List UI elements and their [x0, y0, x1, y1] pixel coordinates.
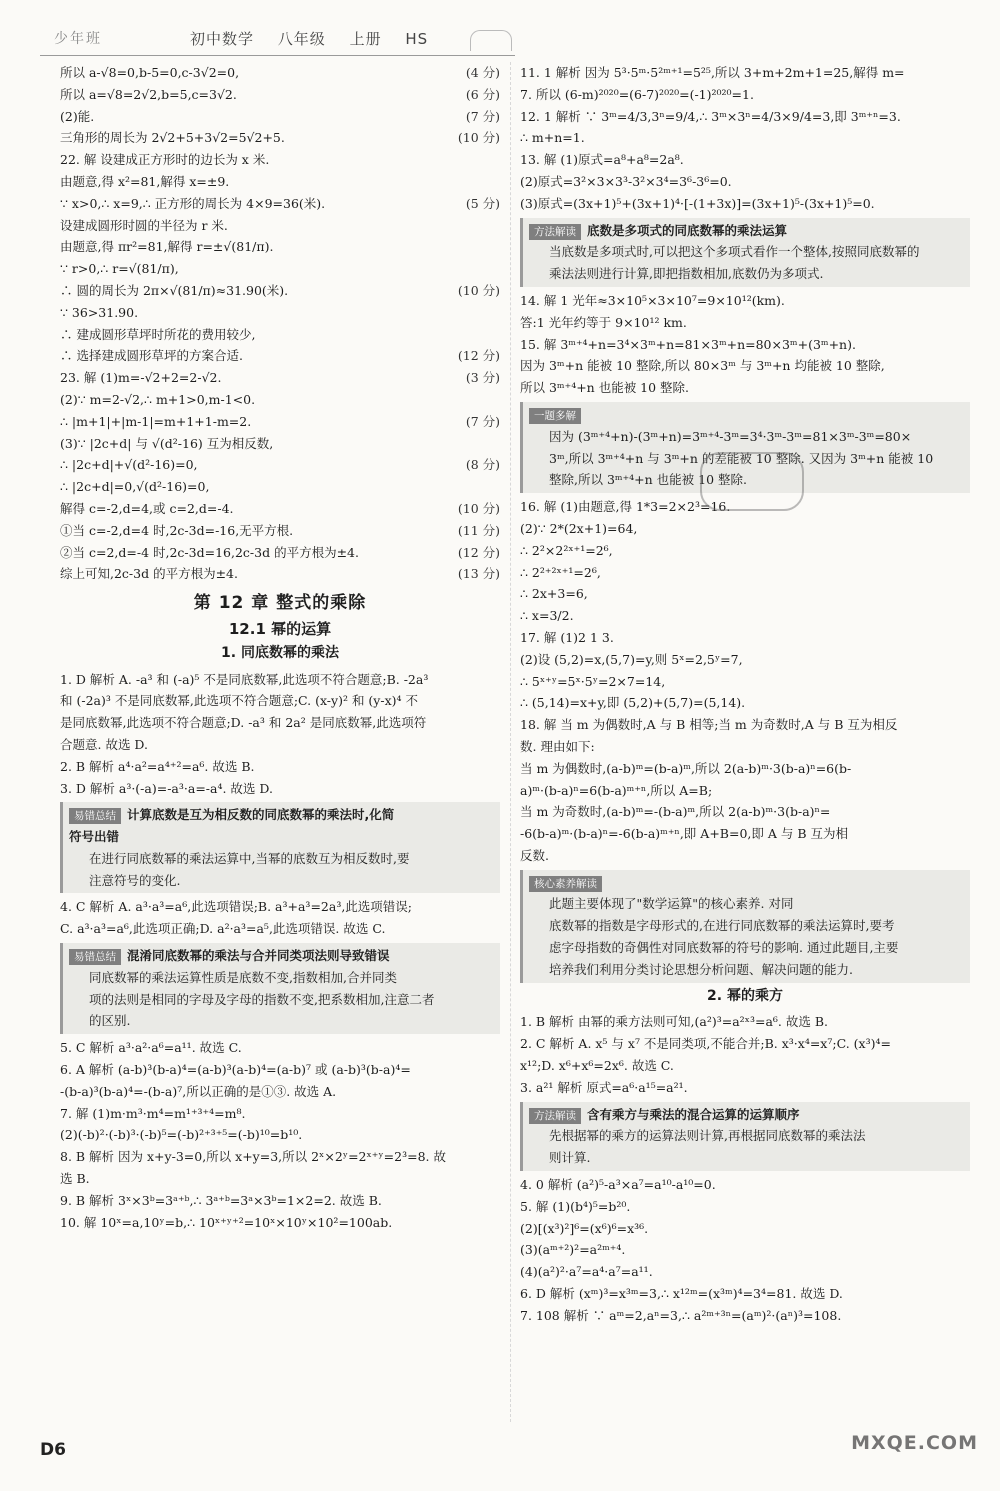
box-label: 一题多解 [529, 408, 581, 424]
answer-text: ∵ 36>31.90. [60, 304, 139, 320]
box-label: 方法解读 [529, 224, 581, 240]
answer-line: ∴ 5ˣ⁺ʸ=5ˣ·5ʸ=2×7=14, [520, 673, 666, 689]
answer-text: ∴ |m+1|+|m-1|=m+1+1-m=2. [60, 413, 252, 429]
column-divider [510, 62, 511, 1422]
answer-line [60, 389, 500, 411]
box-text: 先根据幂的乘方的运算法则计算,再根据同底数幂的乘法法 [549, 1128, 866, 1144]
site-watermark: MXQE.COM [851, 1432, 978, 1454]
answer-line: 7. 108 解析 ∵ aᵐ=2,aⁿ=3,∴ a²ᵐ⁺³ⁿ=(aᵐ)²·(aⁿ)³=108. [520, 1307, 842, 1323]
answer-line [60, 127, 500, 149]
box-text: 乘法法则进行计算,即把指数相加,底数仍为多项式. [549, 266, 824, 282]
crumb-edition: HS [405, 30, 429, 48]
answer-line: x¹²;D. x⁶+x⁶=2x⁶. 故选 C. [520, 1058, 674, 1074]
score-label: (6 分) [465, 86, 500, 102]
answer-line: 2. B 解析 a⁴·a²=a⁴⁺²=a⁶. 故选 B. [60, 758, 255, 774]
subsection-title: 2. 幂的乘方 [707, 987, 783, 1004]
answer-line: 当 m 为奇数时,(a-b)ᵐ=-(b-a)ᵐ,所以 2(a-b)ᵐ·3(b-a)ⁿ= [520, 804, 831, 820]
box-title: 混淆同底数幂的乘法与合并同类项法则导致错误 [127, 948, 390, 964]
box-header [529, 404, 964, 426]
box-text: 项的法则是相同的字母及字母的指数不变,把系数相加,注意二者 [89, 991, 435, 1007]
score-label: (10 分) [457, 500, 500, 516]
box-title: 计算底数是互为相反数的同底数幂的乘法时,化简 [127, 807, 395, 823]
answer-line: 1. D 解析 A. -a³ 和 (-a)⁵ 不是同底数幂,此选项不符合题意;B. -2a³ [60, 671, 429, 687]
answer-line [60, 454, 500, 476]
section-title: 12.1 幂的运算 [228, 619, 332, 638]
answer-text: 所以 a=√8=2√2,b=5,c=3√2. [60, 86, 237, 102]
box-header [69, 945, 494, 967]
box-text: 培养我们利用分类讨论思想分析问题、解决问题的能力. [549, 961, 853, 977]
answer-line [60, 106, 500, 128]
score-label: (7 分) [465, 108, 500, 124]
method-box [520, 218, 970, 287]
answer-text: ∴ 圆的周长为 2π×√(81/π)≈31.90(米). [60, 282, 289, 298]
crumb-volume: 上册 [349, 30, 382, 48]
score-label: (5 分) [465, 195, 500, 211]
score-label: (12 分) [457, 348, 500, 364]
answer-line: 13. 解 (1)原式=a⁸+a⁸=2a⁸. [520, 152, 684, 168]
answer-line [60, 62, 500, 84]
answer-line [60, 367, 500, 389]
answer-line: (2)原式=3²×3×3³-3²×3⁴=3⁶-3⁶=0. [520, 173, 732, 189]
answer-line [60, 149, 500, 171]
score-label: (3 分) [465, 370, 500, 386]
answer-line: 15. 解 3ᵐ⁺⁴+n=3⁴×3ᵐ+n=81×3ᵐ+n=80×3ᵐ+(3ᵐ+n). [520, 336, 856, 352]
left-column [60, 62, 500, 1233]
answer-line: 选 B. [60, 1171, 90, 1187]
answer-text: ∴ |2c+d|=0,√(d²-16)=0, [60, 479, 210, 495]
answer-line: ∴ 2x+3=6, [520, 586, 588, 602]
answer-text: ∴ |2c+d|+√(d²-16)=0, [60, 457, 198, 473]
answer-line: 4. C 解析 A. a³·a³=a⁶,此选项错误;B. a³+a³=2a³,此选项错误; [60, 899, 413, 915]
homework-stamp [700, 452, 804, 511]
breadcrumb [190, 28, 446, 49]
answer-text: 设建成圆形时圆的半径为 r 米. [60, 217, 228, 233]
header-divider [40, 55, 515, 56]
answer-line: 18. 解 当 m 为偶数时,A 与 B 相等;当 m 为奇数时,A 与 B 互为相反 [520, 717, 898, 733]
box-header [529, 872, 964, 894]
box-text: 则计算. [549, 1150, 591, 1166]
box-text: 整除,所以 3ᵐ⁺⁴+n 也能被 10 整除. [549, 472, 747, 488]
crumb-grade: 八年级 [277, 30, 326, 48]
answer-line: 当 m 为偶数时,(a-b)ᵐ=(b-a)ᵐ,所以 2(a-b)ᵐ·3(b-a)ⁿ=6(b- [520, 760, 852, 776]
answer-line: ∴ (5,14)=x+y,即 (5,2)+(5,7)=(5,14). [520, 695, 746, 711]
answer-line [60, 215, 500, 237]
page-number: D6 [40, 1440, 66, 1460]
answer-line: (4)(a²)²·a⁷=a⁴·a⁷=a¹¹. [520, 1264, 653, 1280]
right-column [520, 62, 970, 1327]
answer-line: ∴ 2²×2²ˣ⁺¹=2⁶, [520, 542, 613, 558]
answer-text: 综上可知,2c-3d 的平方根为±4. [60, 566, 238, 582]
answer-line [60, 345, 500, 367]
box-text: 当底数是多项式时,可以把这个多项式看作一个整体,按照同底数幂的 [549, 244, 920, 260]
answer-line: 1. B 解析 由幂的乘方法则可知,(a²)³=a²ˣ³=a⁶. 故选 B. [520, 1014, 828, 1030]
subsection-title: 1. 同底数幂的乘法 [221, 644, 339, 661]
header-decoration-icon [470, 30, 512, 51]
answer-line: (3)(aᵐ⁺²)²=a²ᵐ⁺⁴. [520, 1242, 626, 1258]
answer-text: 解得 c=-2,d=4,或 c=2,d=-4. [60, 500, 234, 516]
box-label: 易错总结 [69, 808, 121, 824]
brand-logo: 少年班 [54, 31, 102, 47]
answer-line: C. a³·a³=a⁶,此选项正确;D. a²·a³=a⁵,此选项错误. 故选 C. [60, 921, 386, 937]
page-header [0, 0, 1000, 52]
answer-line: (3)原式=(3x+1)⁵+(3x+1)⁴·[-(1+3x)]=(3x+1)⁵-(3x+1)⁵=0. [520, 195, 875, 211]
answer-text: 由题意,得 πr²=81,解得 r=±√(81/π). [60, 239, 274, 255]
answer-line [60, 193, 500, 215]
box-text: 同底数幂的乘法运算性质是底数不变,指数相加,合并同类 [89, 969, 397, 985]
score-label: (10 分) [457, 130, 500, 146]
answer-line: 17. 解 (1)2 1 3. [520, 629, 614, 645]
box-text: 此题主要体现了"数学运算"的核心素养. 对同 [549, 896, 794, 912]
answer-line: -6(b-a)ᵐ·(b-a)ⁿ=-6(b-a)ᵐ⁺ⁿ,即 A+B=0,即 A 与 B 互为相 [520, 826, 848, 842]
answer-line: 14. 解 1 光年≈3×10⁵×3×10⁷=9×10¹²(km). [520, 292, 785, 308]
answer-text: (2)∵ m=2-√2,∴ m+1>0,m-1<0. [60, 391, 256, 407]
error-summary-box [60, 943, 500, 1034]
answer-line: 和 (-2a)³ 不是同底数幂,此选项不符合题意;C. (x-y)² 和 (y-x)⁴ 不 [60, 693, 418, 709]
answer-line [60, 236, 500, 258]
answer-line [60, 476, 500, 498]
box-title: 符号出错 [69, 829, 120, 845]
answer-line: 是同底数幂,此选项不符合题意;D. -a³ 和 2a² 是同底数幂,此选项符 [60, 715, 427, 731]
answer-line: 3. D 解析 a³·(-a)=-a³·a=-a⁴. 故选 D. [60, 780, 273, 796]
answer-line: ∴ x=3/2. [520, 608, 574, 624]
box-text: 3ᵐ,所以 3ᵐ⁺⁴+n 与 3ᵐ+n 的差能被 10 整除. 又因为 3ᵐ+n 能被 10 [549, 450, 934, 466]
answer-line: 6. D 解析 (xᵐ)³=x³ᵐ=3,∴ x¹²ᵐ=(x³ᵐ)⁴=3⁴=81. 故选 D. [520, 1286, 843, 1302]
answer-line [60, 258, 500, 280]
score-label: (7 分) [465, 413, 500, 429]
box-header [529, 220, 964, 242]
answer-line: 7. 解 (1)m·m³·m⁴=m¹⁺³⁺⁴=m⁸. [60, 1105, 246, 1121]
box-title: 含有乘方与乘法的混合运算的运算顺序 [587, 1106, 800, 1122]
answer-text: ∴ 选择建成圆形草坪的方案合适. [60, 348, 243, 364]
score-label: (4 分) [465, 65, 500, 80]
answer-text: ∴ 建成圆形草坪时所花的费用较少, [60, 326, 256, 342]
answer-text: ②当 c=2,d=-4 时,2c-3d=16,2c-3d 的平方根为±4. [60, 544, 359, 560]
score-label: (10 分) [457, 282, 500, 298]
answer-text: 22. 解 设建成正方形时的边长为 x 米. [60, 152, 270, 168]
answer-line [60, 563, 500, 585]
answer-line: 5. C 解析 a³·a²·a⁶=a¹¹. 故选 C. [60, 1040, 242, 1056]
score-label: (11 分) [457, 522, 500, 538]
box-text: 注意符号的变化. [89, 872, 181, 888]
answer-line [60, 542, 500, 564]
answer-line: 3. a²¹ 解析 原式=a⁶·a¹⁵=a²¹. [520, 1079, 688, 1095]
score-label: (13 分) [457, 566, 500, 582]
answer-line: 7. 所以 (6-m)²⁰²⁰=(6-7)²⁰²⁰=(-1)²⁰²⁰=1. [520, 86, 754, 102]
answer-line: -(b-a)³(b-a)⁴=-(b-a)⁷,所以正确的是①③. 故选 A. [60, 1083, 337, 1099]
core-literacy-box [520, 870, 970, 983]
answer-text: ∵ r>0,∴ r=√(81/π), [60, 261, 179, 277]
chapter-title: 第 12 章 整式的乘除 [193, 593, 367, 614]
answer-line: 答:1 光年约等于 9×10¹² km. [520, 314, 687, 330]
answer-text: ∵ x>0,∴ x=9,∴ 正方形的周长为 4×9=36(米). [60, 195, 326, 211]
answer-line: 10. 解 10ˣ=a,10ʸ=b,∴ 10ˣ⁺ʸ⁺²=10ˣ×10ʸ×10²=100ab. [60, 1214, 393, 1230]
answer-line: 11. 1 解析 因为 5³·5ᵐ·5²ᵐ⁺¹=5²⁵,所以 3+m+2m+1=25,解得 m= [520, 65, 905, 80]
answer-text: 三角形的周长为 2√2+5+3√2=5√2+5. [60, 130, 285, 146]
answer-line [60, 84, 500, 106]
answer-line: a)ᵐ·(b-a)ⁿ=6(b-a)ᵐ⁺ⁿ,所以 A=B; [520, 782, 713, 798]
answer-line [60, 411, 500, 433]
answer-line: 反数. [520, 847, 549, 863]
box-text: 的区别. [89, 1013, 131, 1029]
box-header [69, 804, 494, 826]
answer-line [60, 302, 500, 324]
answer-line [60, 171, 500, 193]
answer-line: ∴ m+n=1. [520, 130, 585, 146]
answer-line [60, 280, 500, 302]
answer-line: 4. 0 解析 (a²)⁵-a³×a⁷=a¹⁰-a¹⁰=0. [520, 1177, 716, 1193]
error-summary-box [60, 802, 500, 893]
box-text: 底数幂的指数是字母形式的,在进行同底数幂的乘法运算时,要考 [549, 918, 895, 934]
box-header [529, 1104, 964, 1126]
answer-line: 6. A 解析 (a-b)³(b-a)⁴=(a-b)³(a-b)⁴=(a-b)⁷ 或 (a-b)³(b-a)⁴= [60, 1062, 411, 1078]
box-text: 虑字母指数的奇偶性对同底数幂的符号的影响. 通过此题目,主要 [549, 940, 899, 956]
score-label: (12 分) [457, 544, 500, 560]
answer-line: 合题意. 故选 D. [60, 736, 148, 752]
box-label: 核心素养解读 [529, 876, 602, 892]
crumb-subject: 初中数学 [190, 30, 255, 48]
answer-line: (2)设 (5,2)=x,(5,7)=y,则 5ˣ=2,5ʸ=7, [520, 651, 743, 667]
box-title: 底数是多项式的同底数幂的乘法运算 [587, 222, 788, 238]
answer-line [60, 520, 500, 542]
box-text: 因为 (3ᵐ⁺⁴+n)-(3ᵐ+n)=3ᵐ⁺⁴-3ᵐ=3⁴·3ᵐ-3ᵐ=81×3ᵐ-3ᵐ=80× [549, 428, 912, 444]
answer-line: 8. B 解析 因为 x+y-3=0,所以 x+y=3,所以 2ˣ×2ʸ=2ˣ⁺ʸ=2³=8. 故 [60, 1149, 446, 1165]
method-box [520, 1102, 970, 1171]
answer-text: 23. 解 (1)m=-√2+2=2-√2. [60, 370, 222, 386]
answer-line: (2)[(x³)²]⁶=(x⁶)⁶=x³⁶. [520, 1220, 649, 1236]
answer-line: 12. 1 解析 ∵ 3ᵐ=4/3,3ⁿ=9/4,∴ 3ᵐ×3ⁿ=4/3×9/4=3,即 3ᵐ⁺ⁿ=3. [520, 108, 901, 124]
answer-text: (2)能. [60, 108, 95, 124]
box-label: 易错总结 [69, 949, 121, 965]
answer-text: 所以 a-√8=0,b-5=0,c-3√2=0, [60, 65, 240, 80]
answer-text: ①当 c=-2,d=4 时,2c-3d=-16,无平方根. [60, 522, 294, 538]
answer-text: (3)∵ |2c+d| 与 √(d²-16) 互为相反数, [60, 435, 274, 451]
answer-line: (2)∵ 2*(2x+1)=64, [520, 520, 638, 536]
box-label: 方法解读 [529, 1108, 581, 1124]
answer-line: 所以 3ᵐ⁺⁴+n 也能被 10 整除. [520, 380, 690, 396]
answer-line: 9. B 解析 3ˣ×3ᵇ=3ᵃ⁺ᵇ,∴ 3ᵃ⁺ᵇ=3ᵃ×3ᵇ=1×2=2. 故选 B. [60, 1192, 382, 1208]
answer-line [60, 433, 500, 455]
answer-line: 数. 理由如下: [520, 738, 595, 754]
answer-line [60, 324, 500, 346]
answer-line: ∴ 2²⁺²ˣ⁺¹=2⁶, [520, 564, 601, 580]
answer-line: (2)(-b)²·(-b)³·(-b)⁵=(-b)²⁺³⁺⁵=(-b)¹⁰=b¹⁰. [60, 1127, 303, 1143]
score-label: (8 分) [465, 457, 500, 473]
answer-line: 2. C 解析 A. x⁵ 与 x⁷ 不是同类项,不能合并;B. x³·x⁴=x⁷;C. (x³)⁴= [520, 1036, 891, 1052]
answer-line: 5. 解 (1)(b⁴)⁵=b²⁰. [520, 1198, 631, 1214]
box-text: 在进行同底数幂的乘法运算中,当幂的底数互为相反数时,要 [89, 850, 410, 866]
answer-line [60, 498, 500, 520]
answer-line: 因为 3ᵐ+n 能被 10 整除,所以 80×3ᵐ 与 3ᵐ+n 均能被 10 整除, [520, 358, 885, 374]
answer-text: 由题意,得 x²=81,解得 x=±9. [60, 173, 230, 189]
answer-line: 16. 解 (1)由题意,得 1*3=2×2³=16. [520, 499, 731, 515]
